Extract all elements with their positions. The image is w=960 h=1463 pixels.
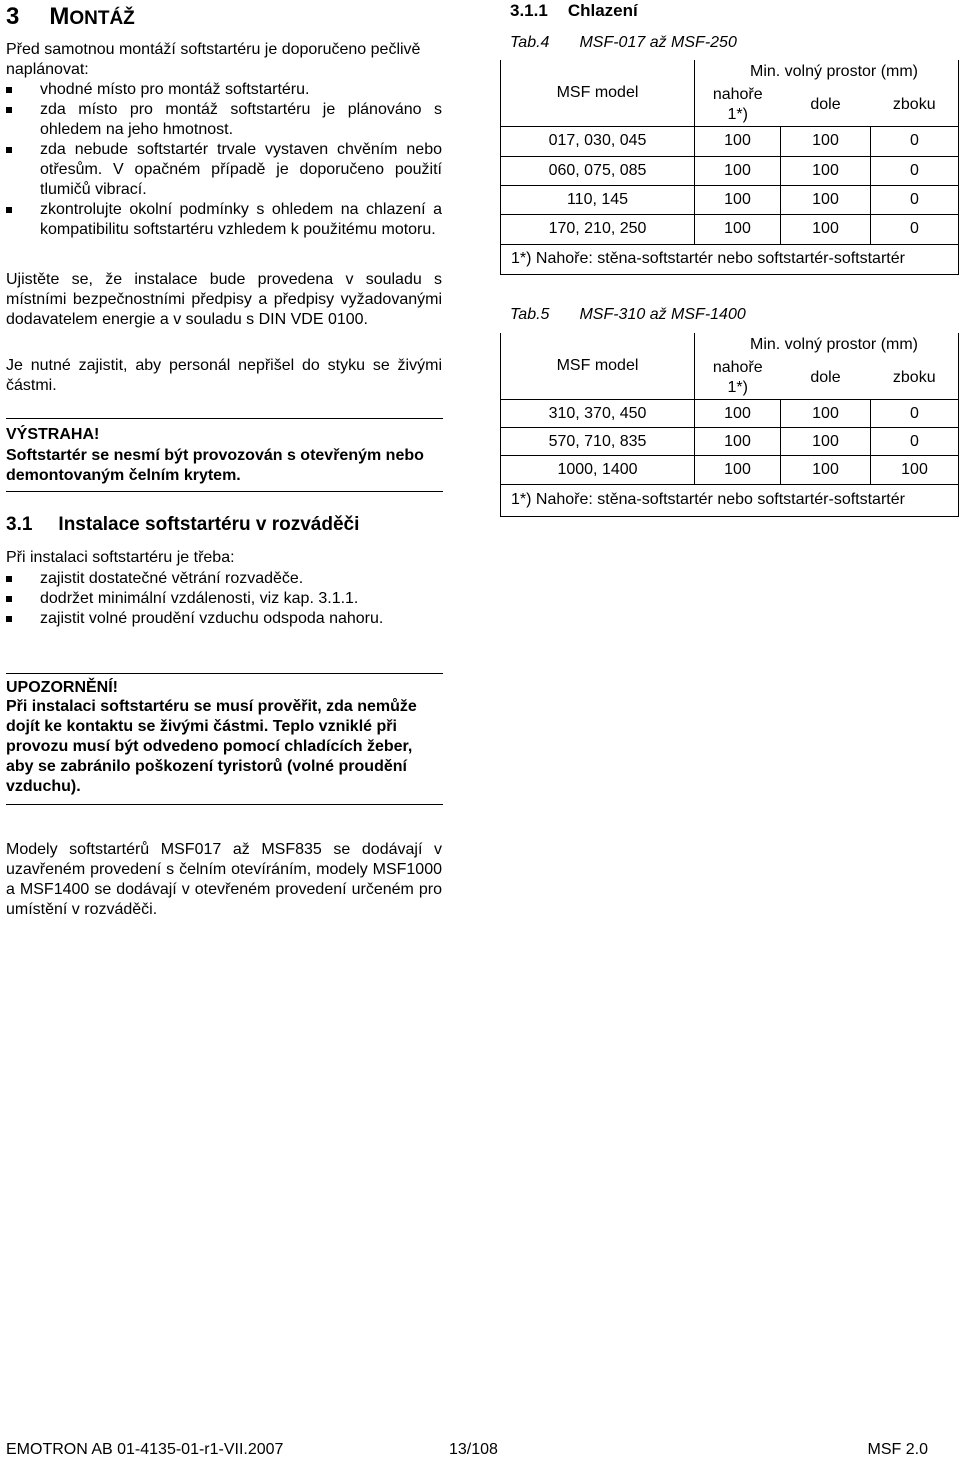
- table-cell: 100: [695, 127, 781, 156]
- section-title: [6, 2, 135, 35]
- table-row: [501, 156, 959, 185]
- table-header-bottom: dole: [810, 368, 841, 386]
- notice-text: Při instalaci softstartéru se musí prověřit, zda nemůže dojít ke kontaktu se živými částmi. Teplo vzniklé při provozu musí být odvedeno pomocí chladících žeber, aby se zabránilo poškození tyristorů (volné proudění vzduchu).: [6, 698, 417, 795]
- subsection-title: Instalace softstartéru v rozváděči: [58, 514, 360, 535]
- table-header-top: nahoře 1*): [712, 358, 763, 396]
- notice-top-rule: [6, 673, 443, 674]
- table-cell: 100: [781, 400, 871, 428]
- warning-top-rule: [6, 418, 443, 419]
- table-cell: 110, 145: [501, 185, 695, 214]
- install-paragraph: Ujistěte se, že instalace bude provedena v souladu s místními bezpečnostními předpisy a předpisy vyžadovanými dodavatelem energie a v souladu s DIN VDE 0100.: [6, 271, 442, 328]
- install-intro: Při instalaci softstartéru je třeba:: [6, 549, 235, 566]
- table-row: [501, 185, 959, 214]
- table-header-side: zboku: [871, 356, 959, 399]
- table-cell: 100: [695, 185, 781, 214]
- table-cell: 0: [871, 156, 959, 185]
- list-item: dodržet minimální vzdálenosti, viz kap. 3.1.1.: [6, 589, 442, 609]
- list-item: zajistit volné proudění vzduchu odspoda nahoru.: [6, 609, 442, 629]
- install-list: [6, 569, 442, 629]
- table-cell: 100: [781, 127, 871, 156]
- table-cell: 017, 030, 045: [501, 127, 695, 156]
- section-title-initial: M: [49, 3, 70, 30]
- table-cell: 100: [871, 456, 959, 484]
- table-header-model: MSF model: [501, 333, 695, 400]
- table-footnote: 1*) Nahoře: stěna-softstartér nebo softstartér-softstartér: [501, 484, 959, 516]
- table-cell: 100: [781, 215, 871, 244]
- table-cell: 570, 710, 835: [501, 428, 695, 456]
- table5-caption: [510, 305, 746, 325]
- list-item: zda místo pro montáž softstartéru je plánováno s ohledem na jeho hmotnost.: [6, 100, 442, 140]
- table4: [500, 60, 958, 275]
- table-header-bottom: dole: [810, 95, 841, 113]
- table-row: [501, 456, 959, 484]
- table-row: [501, 400, 959, 428]
- intro-text: Před samotnou montáží softstartéru je doporučeno pečlivě naplánovat:: [6, 41, 421, 78]
- subsection-number: 3.1: [6, 514, 33, 535]
- subsection-title-3-1: [6, 513, 359, 537]
- list-item: vhodné místo pro montáž softstartéru.: [6, 80, 442, 100]
- table-header-side: zboku: [871, 83, 959, 127]
- table-footnote: 1*) Nahoře: stěna-softstartér nebo softstartér-softstartér: [501, 244, 959, 274]
- table-cell: 100: [695, 428, 781, 456]
- warning-bottom-rule: [6, 491, 443, 492]
- table-row: [501, 127, 959, 156]
- section-title-rest: ONTÁŽ: [69, 8, 135, 29]
- table-header-model: MSF model: [501, 60, 695, 127]
- table-caption-label: Tab.5: [510, 306, 550, 323]
- notice-bottom-rule: [6, 804, 443, 805]
- table-cell: 0: [871, 127, 959, 156]
- warning-label: VÝSTRAHA!: [6, 426, 100, 443]
- table-cell: 100: [781, 156, 871, 185]
- table-header-top: nahoře 1*): [712, 85, 763, 123]
- footer-page-number: 13/108: [449, 1441, 498, 1458]
- table4-caption: [510, 33, 737, 53]
- table-caption-title: MSF-310 až MSF-1400: [579, 306, 746, 323]
- footer-right: MSF 2.0: [867, 1441, 928, 1458]
- table-cell: 100: [695, 400, 781, 428]
- table-cell: 100: [695, 215, 781, 244]
- table-caption-label: Tab.4: [510, 34, 550, 51]
- table-cell: 100: [695, 156, 781, 185]
- table-cell: 170, 210, 250: [501, 215, 695, 244]
- subsection-title: Chlazení: [567, 1, 638, 20]
- models-paragraph: Modely softstartérů MSF017 až MSF835 se dodávají v uzavřeném provedení s čelním otevíráním, modely MSF1000 a MSF1400 se dodávají v otevřeném provedení určeném pro umístění v rozváděči.: [6, 841, 442, 918]
- warning-text: Softstartér se nesmí být provozován s otevřeným nebo demontovaným čelním krytem.: [6, 447, 424, 484]
- section-number: 3: [6, 3, 20, 30]
- table-caption-title: MSF-017 až MSF-250: [579, 34, 737, 51]
- table-row: [501, 215, 959, 244]
- list-item: zajistit dostatečné větrání rozvaděče.: [6, 569, 442, 589]
- table-cell: 1000, 1400: [501, 456, 695, 484]
- footer-left: EMOTRON AB 01-4135-01-r1-VII.2007: [6, 1441, 284, 1458]
- list-item: zkontrolujte okolní podmínky s ohledem na chlazení a kompatibilitu softstartéru vzhledem k použitému motoru.: [6, 200, 442, 240]
- table-cell: 310, 370, 450: [501, 400, 695, 428]
- list-item: zda nebude softstartér trvale vystaven chvěním nebo otřesům. V opačném případě je doporučeno použití tlumičů vibrací.: [6, 140, 442, 200]
- table-cell: 0: [871, 428, 959, 456]
- table-row: [501, 428, 959, 456]
- table-cell: 100: [695, 456, 781, 484]
- table-cell: 0: [871, 400, 959, 428]
- subsection-number: 3.1.1: [510, 1, 548, 20]
- table-cell: 100: [781, 428, 871, 456]
- table-cell: 0: [871, 185, 959, 214]
- notice-label: UPOZORNĚNÍ!: [6, 679, 118, 696]
- table5: [500, 333, 958, 517]
- table-cell: 060, 075, 085: [501, 156, 695, 185]
- personnel-paragraph: Je nutné zajistit, aby personál nepřišel do styku se živými částmi.: [6, 357, 442, 394]
- subsection-title-3-1-1: [510, 0, 638, 22]
- plan-list: [6, 80, 442, 240]
- table-header-group: Min. volný prostor (mm): [695, 333, 959, 356]
- table-header-group: Min. volný prostor (mm): [695, 60, 959, 83]
- table-cell: 100: [781, 185, 871, 214]
- table-cell: 0: [871, 215, 959, 244]
- table-cell: 100: [781, 456, 871, 484]
